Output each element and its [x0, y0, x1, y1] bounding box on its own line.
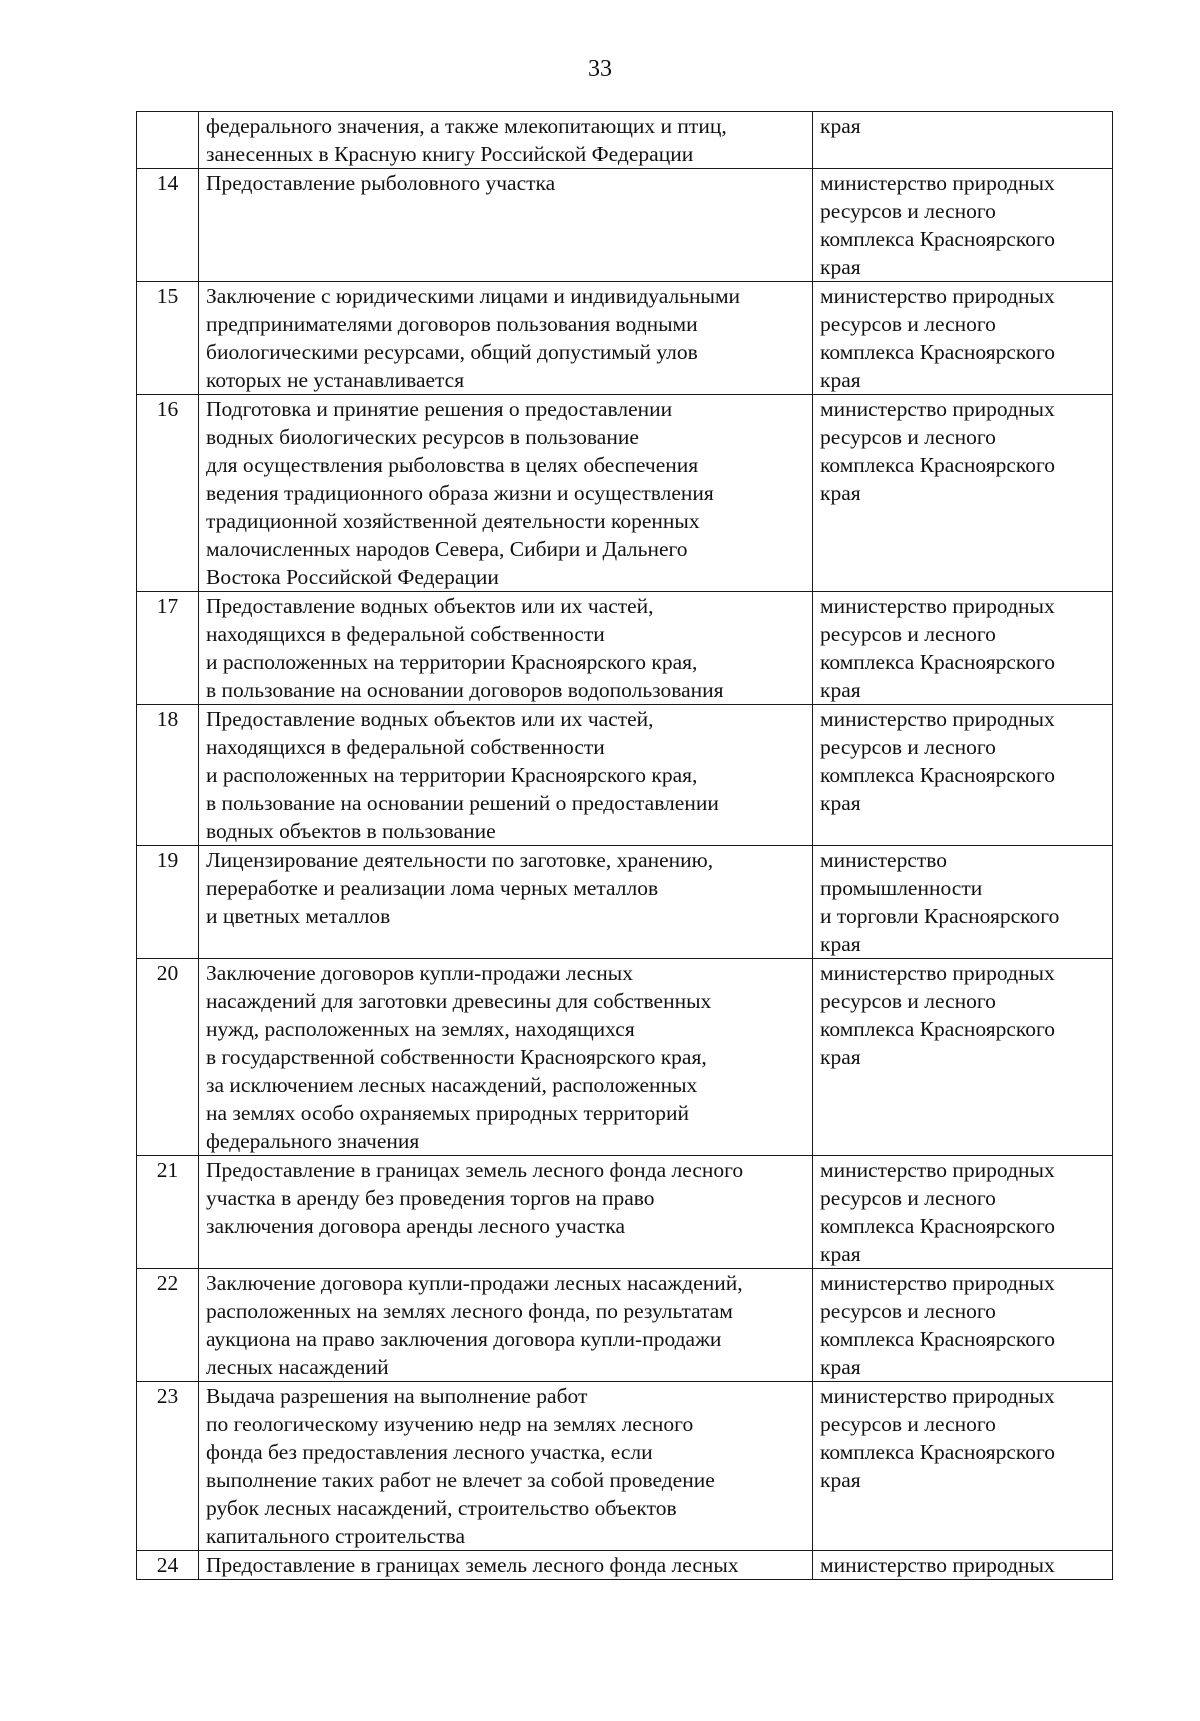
responsible-authority: министерство природных ресурсов и лесного комплекса Красноярского края [813, 282, 1113, 395]
responsible-authority: края [813, 112, 1113, 169]
service-name: Предоставление в границах земель лесного фонда лесного участка в аренду без проведения торгов на право заключения договора аренды лесного участка [199, 1156, 813, 1269]
table-row [137, 1269, 1113, 1382]
table-row [137, 169, 1113, 282]
table-row [137, 846, 1113, 959]
page-number: 33 [588, 56, 612, 82]
row-number: 24 [137, 1551, 199, 1580]
table-row [137, 395, 1113, 592]
table-row [137, 592, 1113, 705]
service-name: Предоставление водных объектов или их частей, находящихся в федеральной собственности и расположенных на территории Красноярского края, в пользование на основании решений о предоставлении водных объектов в пользование [199, 705, 813, 846]
service-name: Предоставление рыболовного участка [199, 169, 813, 282]
row-number: 19 [137, 846, 199, 959]
service-name: Предоставление в границах земель лесного фонда лесных [199, 1551, 813, 1580]
service-name: Подготовка и принятие решения о предоставлении водных биологических ресурсов в пользование для осуществления рыболовства в целях обеспечения ведения традиционного образа жизни и осуществления традиционной хозяйственной деятельности коренных малочисленных народов Севера, Сибири и Дальнего Востока Российской Федерации [199, 395, 813, 592]
services-table [136, 111, 1113, 1580]
row-number: 15 [137, 282, 199, 395]
row-number: 21 [137, 1156, 199, 1269]
row-number: 22 [137, 1269, 199, 1382]
service-name: Заключение с юридическими лицами и индивидуальными предпринимателями договоров пользования водными биологическими ресурсами, общий допустимый улов которых не устанавливается [199, 282, 813, 395]
row-number: 17 [137, 592, 199, 705]
service-name: Предоставление водных объектов или их частей, находящихся в федеральной собственности и расположенных на территории Красноярского края, в пользование на основании договоров водопользования [199, 592, 813, 705]
row-number: 18 [137, 705, 199, 846]
responsible-authority: министерство природных ресурсов и лесного комплекса Красноярского края [813, 1269, 1113, 1382]
table-row [137, 112, 1113, 169]
service-name: Заключение договора купли-продажи лесных насаждений, расположенных на землях лесного фонда, по результатам аукциона на право заключения договора купли-продажи лесных насаждений [199, 1269, 813, 1382]
table-row [137, 282, 1113, 395]
service-name: федерального значения, а также млекопитающих и птиц, занесенных в Красную книгу Российской Федерации [199, 112, 813, 169]
responsible-authority: министерство природных ресурсов и лесного комплекса Красноярского края [813, 705, 1113, 846]
responsible-authority: министерство промышленности и торговли Красноярского края [813, 846, 1113, 959]
responsible-authority: министерство природных ресурсов и лесного комплекса Красноярского края [813, 395, 1113, 592]
row-number: 20 [137, 959, 199, 1156]
responsible-authority: министерство природных ресурсов и лесного комплекса Красноярского края [813, 592, 1113, 705]
responsible-authority: министерство природных ресурсов и лесного комплекса Красноярского края [813, 1156, 1113, 1269]
row-number: 23 [137, 1382, 199, 1551]
responsible-authority: министерство природных [813, 1551, 1113, 1580]
row-number: 14 [137, 169, 199, 282]
table-row [137, 1382, 1113, 1551]
responsible-authority: министерство природных ресурсов и лесного комплекса Красноярского края [813, 959, 1113, 1156]
row-number [137, 112, 199, 169]
table-row [137, 1156, 1113, 1269]
responsible-authority: министерство природных ресурсов и лесного комплекса Красноярского края [813, 1382, 1113, 1551]
table-row [137, 705, 1113, 846]
service-name: Лицензирование деятельности по заготовке, хранению, переработке и реализации лома черных металлов и цветных металлов [199, 846, 813, 959]
responsible-authority: министерство природных ресурсов и лесного комплекса Красноярского края [813, 169, 1113, 282]
row-number: 16 [137, 395, 199, 592]
table-row [137, 959, 1113, 1156]
service-name: Заключение договоров купли-продажи лесных насаждений для заготовки древесины для собственных нужд, расположенных на землях, находящихся в государственной собственности Красноярского края, за исключением лесных насаждений, расположенных на землях особо охраняемых природных территорий федерального значения [199, 959, 813, 1156]
table-row [137, 1551, 1113, 1580]
service-name: Выдача разрешения на выполнение работ по геологическому изучению недр на землях лесного фонда без предоставления лесного участка, если выполнение таких работ не влечет за собой проведение рубок лесных насаждений, строительство объектов капитального строительства [199, 1382, 813, 1551]
